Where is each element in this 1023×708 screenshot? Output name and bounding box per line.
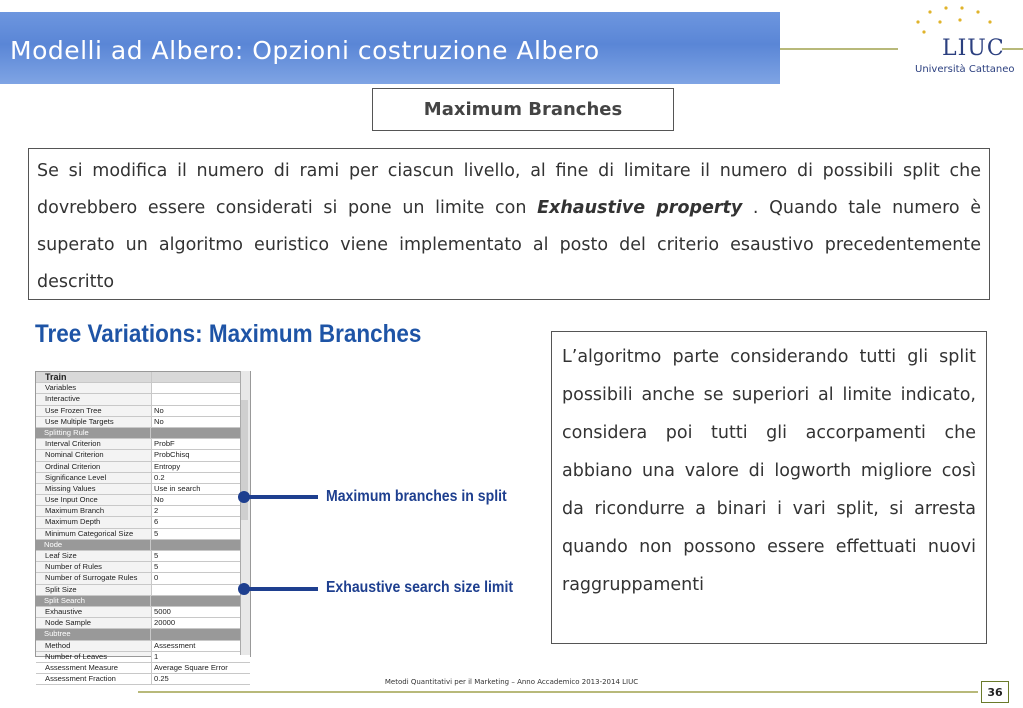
logo-subtitle: Università Cattaneo xyxy=(915,64,1015,75)
property-value[interactable]: 6 xyxy=(152,517,250,527)
property-row[interactable] xyxy=(36,450,250,461)
property-value[interactable]: 5000 xyxy=(152,607,250,617)
property-key: Assessment Fraction xyxy=(36,674,152,684)
property-key: Use Frozen Tree xyxy=(36,406,152,416)
property-row[interactable] xyxy=(36,663,250,674)
property-row[interactable] xyxy=(36,607,250,618)
property-key: Maximum Depth xyxy=(36,517,152,527)
property-key: Nominal Criterion xyxy=(36,450,152,460)
property-row[interactable] xyxy=(36,506,250,517)
property-key: Split Search xyxy=(36,596,151,606)
property-key: Number of Surrogate Rules xyxy=(36,573,152,583)
property-row[interactable] xyxy=(36,585,250,596)
property-row[interactable] xyxy=(36,652,250,663)
property-key: Exhaustive xyxy=(36,607,152,617)
property-value[interactable] xyxy=(152,394,250,404)
property-key: Variables xyxy=(36,383,152,393)
property-value[interactable]: No xyxy=(152,417,250,427)
property-key: Use Input Once xyxy=(36,495,152,505)
property-key: Node xyxy=(36,540,151,550)
property-key: Interval Criterion xyxy=(36,439,152,449)
property-value[interactable]: 5 xyxy=(152,562,250,572)
property-row[interactable] xyxy=(36,439,250,450)
callout-max-branches: Maximum branches in split xyxy=(326,488,507,505)
properties-header: Train xyxy=(36,372,250,383)
property-value[interactable]: 0.2 xyxy=(152,473,250,483)
property-value[interactable]: Assessment xyxy=(152,641,250,651)
callout-line xyxy=(248,587,318,591)
property-row[interactable] xyxy=(36,484,250,495)
property-row[interactable] xyxy=(36,406,250,417)
property-value[interactable]: Entropy xyxy=(152,462,250,472)
property-value[interactable]: 0.25 xyxy=(152,674,250,684)
description-emphasis: Exhaustive property xyxy=(537,198,743,218)
property-row[interactable] xyxy=(36,495,250,506)
property-key: Split Size xyxy=(36,585,152,595)
property-row[interactable] xyxy=(36,417,250,428)
property-key: Maximum Branch xyxy=(36,506,152,516)
property-key: Missing Values xyxy=(36,484,152,494)
property-value[interactable]: Use in search xyxy=(152,484,250,494)
description-box xyxy=(28,148,990,300)
property-key: Assessment Measure xyxy=(36,663,152,673)
property-row[interactable] xyxy=(36,462,250,473)
property-row[interactable] xyxy=(36,517,250,528)
property-row[interactable] xyxy=(36,383,250,394)
description-text: Se si modifica il numero di rami per ciascun livello, al fine di limitare il numero di possibili split che dovrebbero essere considerati si pone un limite con xyxy=(37,161,981,218)
property-key: Use Multiple Targets xyxy=(36,417,152,427)
property-key: Splitting Rule xyxy=(36,428,151,438)
title-divider xyxy=(780,48,898,50)
property-value[interactable] xyxy=(151,540,250,550)
property-section[interactable] xyxy=(36,540,250,551)
property-key: Minimum Categorical Size xyxy=(36,529,152,539)
property-key: Leaf Size xyxy=(36,551,152,561)
property-value[interactable]: 20000 xyxy=(152,618,250,628)
property-value[interactable] xyxy=(152,585,250,595)
property-value[interactable] xyxy=(151,629,250,639)
property-section[interactable] xyxy=(36,629,250,640)
logo-name: LIUC xyxy=(942,36,1005,61)
property-key: Method xyxy=(36,641,152,651)
property-value[interactable]: No xyxy=(152,406,250,416)
callout-line xyxy=(248,495,318,499)
property-value[interactable]: 5 xyxy=(152,529,250,539)
property-key: Number of Leaves xyxy=(36,652,152,662)
page-number: 36 xyxy=(981,681,1009,703)
property-value[interactable]: 0 xyxy=(152,573,250,583)
property-row[interactable] xyxy=(36,551,250,562)
property-key: Subtree xyxy=(36,629,151,639)
section-title: Maximum Branches xyxy=(372,88,674,131)
property-key: Ordinal Criterion xyxy=(36,462,152,472)
description-text-end: . Quando tale numero è superato un algoritmo euristico viene implementato al posto del criterio esaustivo precedentemente descritto xyxy=(37,198,981,292)
callout-exhaustive: Exhaustive search size limit xyxy=(326,579,514,596)
algorithm-text-box: L’algoritmo parte considerando tutti gli split possibili anche se superiori al limite indicato, considera poi tutti gli accorpamenti che abbiano una valore di logworth migliore così da ricondurre a binari i vari split, si arresta quando non possono essere effettuati nuovi raggruppamenti xyxy=(551,331,987,644)
property-value[interactable]: No xyxy=(152,495,250,505)
tree-variations-title: Tree Variations: Maximum Branches xyxy=(35,320,422,348)
property-key: Interactive xyxy=(36,394,152,404)
property-value[interactable]: ProbChisq xyxy=(152,450,250,460)
property-value[interactable]: 2 xyxy=(152,506,250,516)
property-row[interactable] xyxy=(36,529,250,540)
property-row[interactable] xyxy=(36,641,250,652)
property-row[interactable] xyxy=(36,562,250,573)
property-value[interactable]: 1 xyxy=(152,652,250,662)
property-section[interactable] xyxy=(36,428,250,439)
property-value[interactable]: 5 xyxy=(152,551,250,561)
property-row[interactable] xyxy=(36,618,250,629)
property-value[interactable]: ProbF xyxy=(152,439,250,449)
property-row[interactable] xyxy=(36,394,250,405)
footer-divider xyxy=(138,691,978,693)
property-key: Significance Level xyxy=(36,473,152,483)
property-row[interactable] xyxy=(36,573,250,584)
property-key: Number of Rules xyxy=(36,562,152,572)
property-value[interactable] xyxy=(151,596,250,606)
property-value[interactable] xyxy=(152,383,250,393)
footer-text: Metodi Quantitativi per il Marketing – Anno Accademico 2013-2014 LIUC xyxy=(384,678,639,686)
property-value[interactable] xyxy=(151,428,250,438)
property-value[interactable]: Average Square Error xyxy=(152,663,250,673)
slide-title: Modelli ad Albero: Opzioni costruzione Albero xyxy=(10,36,600,65)
property-row[interactable] xyxy=(36,473,250,484)
property-section[interactable] xyxy=(36,596,250,607)
property-key: Node Sample xyxy=(36,618,152,628)
properties-panel[interactable] xyxy=(35,371,251,684)
